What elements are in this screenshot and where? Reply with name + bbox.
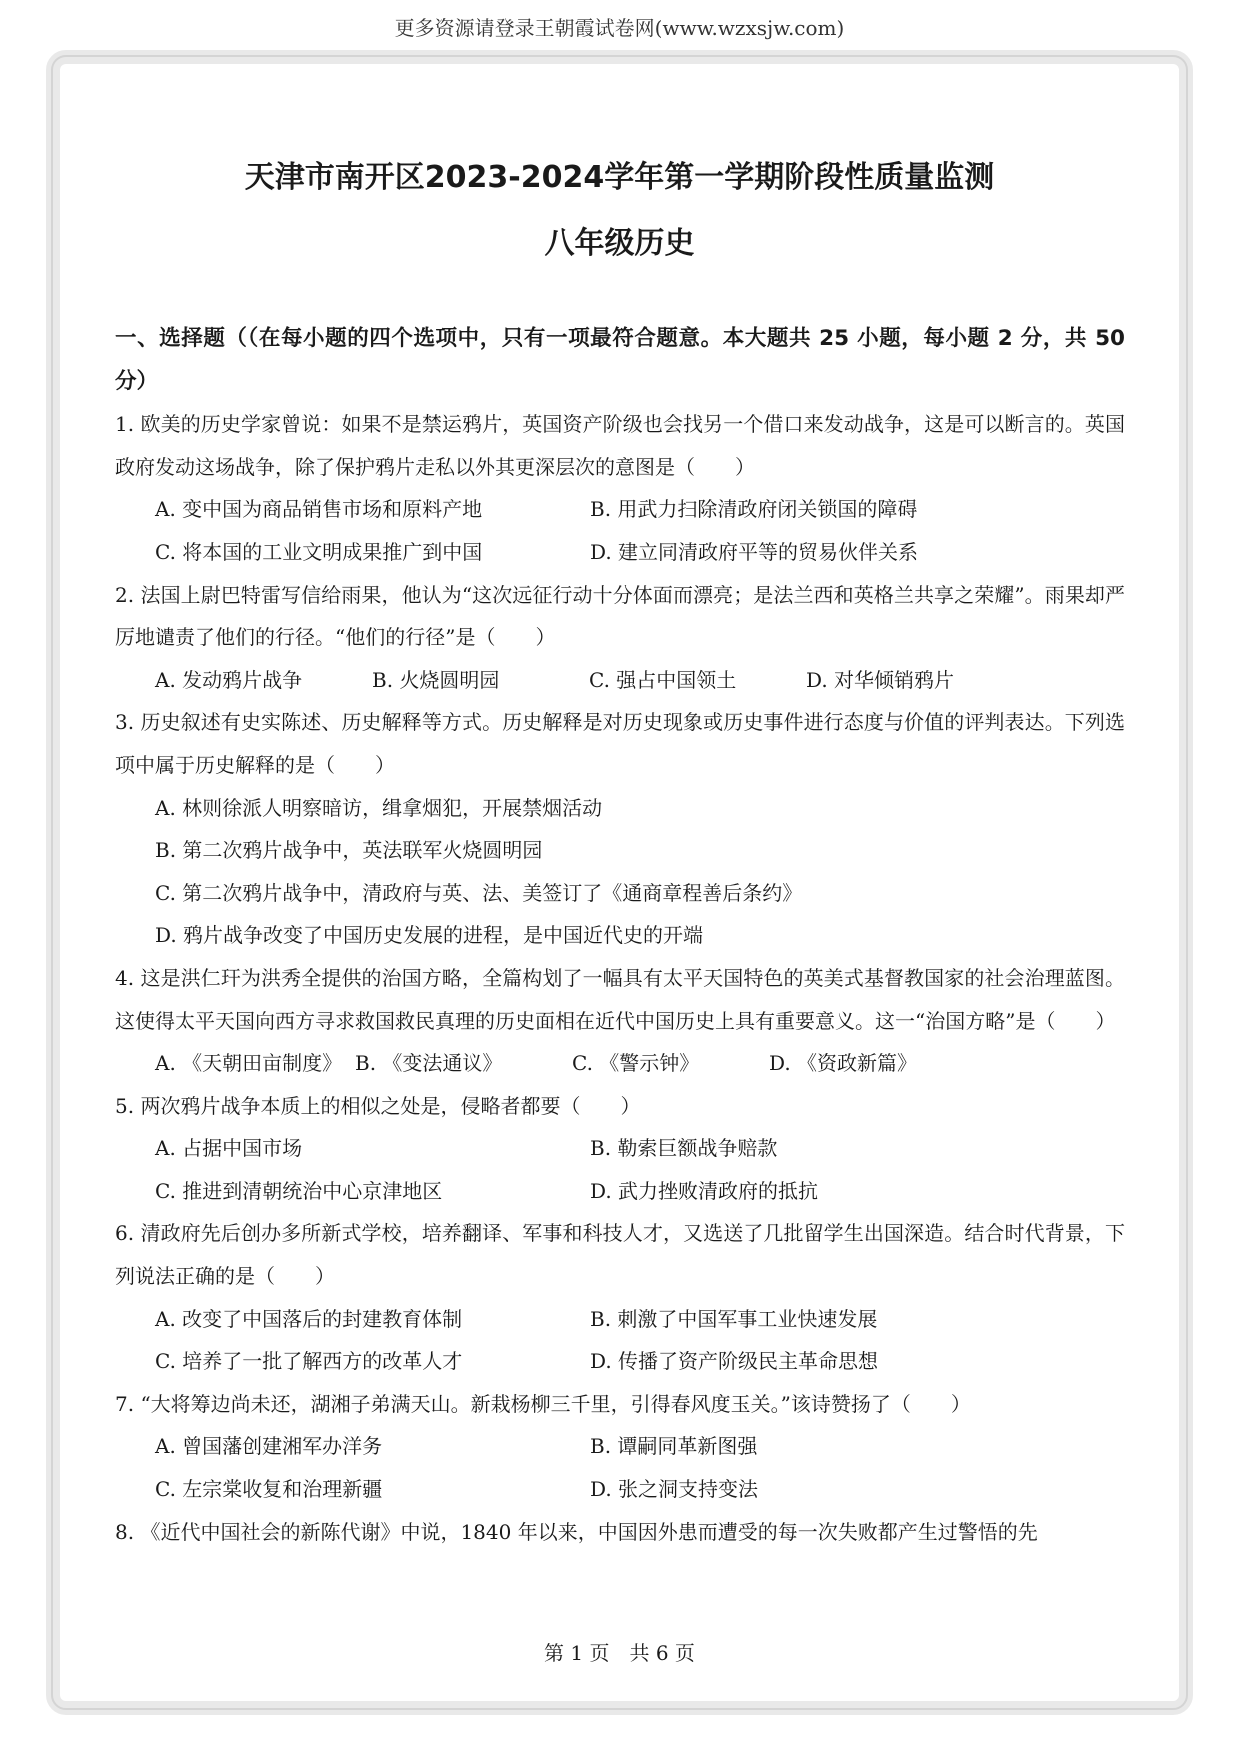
question-stem: 1. 欧美的历史学家曾说：如果不是禁运鸦片，英国资产阶级也会找另一个借口来发动战争，这是可以断言的。英国政府发动这场战争，除了保护鸦片走私以外其更深层次的意图是（ ） (115, 412, 1125, 479)
option: D. 建立同清政府平等的贸易伙伴关系 (590, 539, 919, 564)
option: B. 《变法通议》 (355, 1051, 503, 1076)
option: B. 火烧圆明园 (372, 667, 500, 692)
options (115, 659, 1125, 702)
options (115, 488, 1125, 573)
options (115, 1127, 1125, 1212)
option: C. 推进到清朝统治中心京津地区 (155, 1178, 443, 1203)
options (115, 1425, 1125, 1510)
exam-content (115, 318, 1125, 1553)
question-stem: 4. 这是洪仁玕为洪秀全提供的治国方略，全篇构划了一幅具有太平天国特色的英美式基督教国家的社会治理蓝图。这使得太平天国向西方寻求救国救民真理的历史面相在近代中国历史上具有重要意义。这一“治国方略”是（ ） (115, 965, 1125, 1033)
option: A. 林则徐派人明察暗访，缉拿烟犯，开展禁烟活动 (155, 795, 603, 820)
exam-title: 天津市南开区2023-2024学年第一学期阶段性质量监测 (244, 160, 995, 195)
option: D. 鸦片战争改变了中国历史发展的进程，是中国近代史的开端 (155, 923, 704, 948)
option: A. 占据中国市场 (155, 1136, 303, 1161)
option: B. 第二次鸦片战争中，英法联军火烧圆明园 (155, 838, 543, 863)
site-header: 更多资源请登录王朝霞试卷网(www.wzxsjw.com) (394, 16, 845, 40)
option: B. 勒索巨额战争赔款 (590, 1136, 778, 1161)
page-footer: 第 1 页 共 6 页 (544, 1641, 695, 1665)
option: D. 传播了资产阶级民主革命思想 (590, 1349, 879, 1374)
question-stem: 5. 两次鸦片战争本质上的相似之处是，侵略者都要（ ） (115, 1093, 641, 1118)
option: C. 左宗棠收复和治理新疆 (155, 1477, 383, 1502)
exam-subtitle: 八年级历史 (544, 226, 695, 261)
option: C. 培养了一批了解西方的改革人才 (155, 1349, 463, 1374)
question-stem: 6. 清政府先后创办多所新式学校，培养翻译、军事和科技人才，又选送了几批留学生出国深造。结合时代背景，下列说法正确的是（ ） (115, 1221, 1125, 1289)
option: C. 《警示钟》 (572, 1051, 700, 1076)
section-heading: 一、选择题（（在每小题的四个选项中，只有一项最符合题意。本大题共 25 小题，每小题 2 分，共 50 分） (115, 326, 1125, 394)
option: A. 发动鸦片战争 (155, 667, 303, 692)
option: D. 对华倾销鸦片 (806, 667, 955, 692)
option: B. 谭嗣同革新图强 (590, 1434, 758, 1459)
options (115, 1042, 1125, 1085)
option: A. 变中国为商品销售市场和原料产地 (155, 497, 483, 522)
option: A. 《天朝田亩制度》 (155, 1051, 343, 1076)
option: D. 《资政新篇》 (769, 1051, 918, 1076)
option: C. 第二次鸦片战争中，清政府与英、法、美签订了《通商章程善后条约》 (155, 880, 803, 905)
question-stem: 8. 《近代中国社会的新陈代谢》中说，1840 年以来，中国因外患而遭受的每一次失败都产生过警悟的先 (115, 1519, 1038, 1544)
option: B. 刺激了中国军事工业快速发展 (590, 1306, 878, 1331)
option: A. 曾国藩创建湘军办洋务 (155, 1434, 383, 1459)
option: D. 张之洞支持变法 (590, 1477, 759, 1502)
question-stem: 7. “大将筹边尚未还，湖湘子弟满天山。新栽杨柳三千里，引得春风度玉关。”该诗赞扬了（ ） (115, 1391, 971, 1416)
options (115, 787, 1125, 957)
option: C. 将本国的工业文明成果推广到中国 (155, 539, 483, 564)
option: D. 武力挫败清政府的抵抗 (590, 1178, 819, 1203)
option: B. 用武力扫除清政府闭关锁国的障碍 (590, 497, 918, 522)
option: C. 强占中国领土 (589, 667, 737, 692)
option: A. 改变了中国落后的封建教育体制 (155, 1306, 463, 1331)
question-stem: 3. 历史叙述有史实陈述、历史解释等方式。历史解释是对历史现象或历史事件进行态度与价值的评判表达。下列选项中属于历史解释的是（ ） (115, 710, 1125, 777)
question-stem: 2. 法国上尉巴特雷写信给雨果，他认为“这次远征行动十分体面而漂亮；是法兰西和英格兰共享之荣耀”。雨果却严厉地谴责了他们的行径。“他们的行径”是（ ） (115, 582, 1125, 650)
options (115, 1298, 1125, 1383)
